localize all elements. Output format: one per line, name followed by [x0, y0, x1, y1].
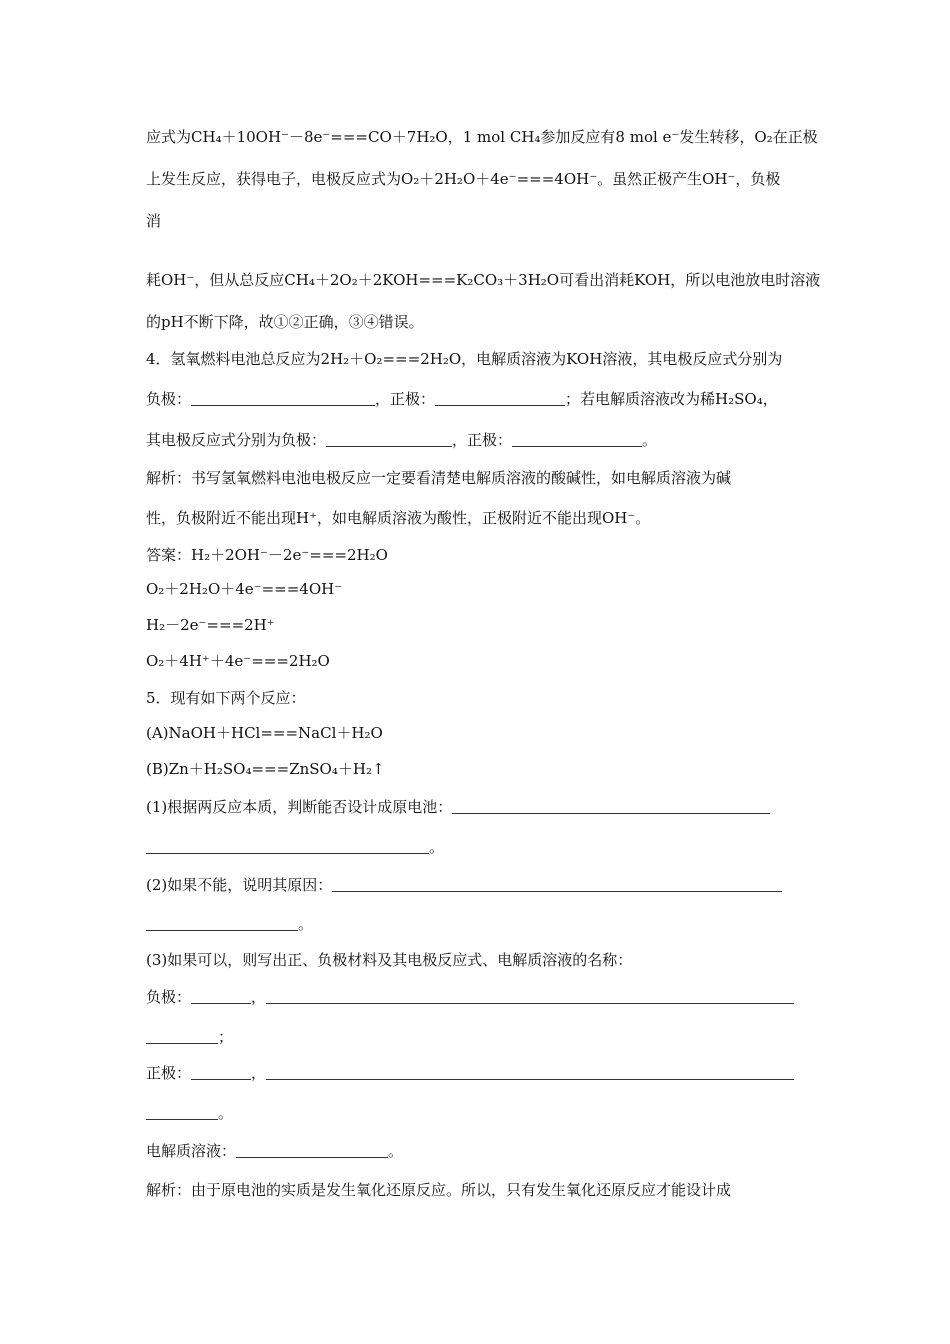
- negative-electrode-continuation: [146, 1027, 233, 1047]
- comma: ，: [251, 1064, 267, 1082]
- analysis-line: 解析：由于原电池的实质是发生氧化还原反应。所以，只有发生氧化还原反应才能设计成: [146, 1181, 732, 1199]
- question-5-title: 5．现有如下两个反应：: [146, 689, 306, 707]
- answer-blank[interactable]: [146, 838, 429, 854]
- answer-blank[interactable]: [236, 1142, 388, 1158]
- part-3-prompt: (3)如果可以，则写出正、负极材料及其电极反应式、电解质溶液的名称：: [146, 951, 633, 969]
- positive-electrode-continuation: [146, 1103, 233, 1123]
- part-1-prompt: (1)根据两反应本质，判断能否设计成原电池：: [146, 798, 453, 816]
- part-2-prompt: (2)如果不能，说明其原因：: [146, 876, 333, 894]
- part-2-line: [146, 875, 782, 895]
- negative-label: 其电极反应式分别为负极：: [146, 431, 327, 449]
- reaction-b: (B)Zn＋H₂SO₄===ZnSO₄＋H₂↑: [146, 760, 385, 778]
- analysis-line: 解析：书写氢氧燃料电池电极反应一定要看清楚电解质溶液的酸碱性，如电解质溶液为碱: [146, 469, 732, 487]
- period: 。: [429, 838, 445, 856]
- paragraph-line: 消: [146, 212, 162, 230]
- paragraph-line: 上发生反应，获得电子，电极反应式为O₂＋2H₂O＋4e⁻===4OH⁻。虽然正极产生OH⁻，负极: [146, 170, 781, 188]
- answer-blank[interactable]: [435, 390, 565, 406]
- question-4-stem: 4．氢氧燃料电池总反应为2H₂＋O₂===2H₂O，电解质溶液为KOH溶液，其电极反应式分别为: [146, 350, 783, 368]
- answer-blank[interactable]: [191, 1064, 251, 1080]
- period: 。: [642, 431, 658, 449]
- paragraph-line: 耗OH⁻，但从总反应CH₄＋2O₂＋2KOH===K₂CO₃＋3H₂O可看出消耗KOH，所以电池放电时溶液: [146, 271, 821, 289]
- part-1-continuation: [146, 837, 444, 857]
- answer-blank[interactable]: [191, 988, 251, 1004]
- answer-blank[interactable]: [146, 1104, 218, 1120]
- period: 。: [388, 1142, 404, 1160]
- answer-blank[interactable]: [332, 876, 782, 892]
- period: 。: [298, 915, 314, 933]
- answer-line: 答案：H₂＋2OH⁻－2e⁻===2H₂O: [146, 546, 388, 564]
- paragraph-line: 的pH不断下降，故①②正确，③④错误。: [146, 313, 424, 331]
- reaction-a: (A)NaOH＋HCl===NaCl＋H₂O: [146, 724, 383, 742]
- negative-electrode-line: [146, 987, 794, 1007]
- part-2-continuation: [146, 914, 313, 934]
- answer-blank[interactable]: [512, 431, 642, 447]
- acid-electrolyte-text: ；若电解质溶液改为稀H₂SO₄，: [565, 390, 778, 408]
- positive-label: ，正极：: [452, 431, 513, 449]
- analysis-line: 性，负极附近不能出现H⁺，如电解质溶液为酸性，正极附近不能出现OH⁻。: [146, 509, 651, 527]
- comma: ，: [251, 988, 267, 1006]
- answer-line: H₂－2e⁻===2H⁺: [146, 616, 275, 634]
- period: 。: [218, 1104, 234, 1122]
- answer-blank[interactable]: [191, 390, 375, 406]
- answer-blank[interactable]: [326, 431, 452, 447]
- semicolon: ；: [218, 1028, 234, 1046]
- part-1-line: [146, 797, 770, 817]
- negative-label: 负极：: [146, 988, 192, 1006]
- positive-label: 正极：: [146, 1064, 192, 1082]
- answer-blank[interactable]: [266, 988, 794, 1004]
- answer-blank[interactable]: [146, 915, 298, 931]
- paragraph-line: 应式为CH₄＋10OH⁻－8e⁻===CO＋7H₂O，1 mol CH₄参加反应有8 mol e⁻发生转移，O₂在正极: [146, 128, 818, 146]
- question-4-fill-line-1: [146, 389, 778, 409]
- answer-line: O₂＋4H⁺＋4e⁻===2H₂O: [146, 652, 330, 670]
- answer-blank[interactable]: [266, 1064, 794, 1080]
- positive-electrode-line: [146, 1063, 794, 1083]
- question-4-fill-line-2: [146, 430, 657, 450]
- electrolyte-label: 电解质溶液：: [146, 1142, 237, 1160]
- answer-blank[interactable]: [146, 1028, 218, 1044]
- negative-label: 负极：: [146, 390, 192, 408]
- electrolyte-line: [146, 1141, 403, 1161]
- positive-label: ，正极：: [375, 390, 436, 408]
- answer-blank[interactable]: [452, 798, 770, 814]
- answer-line: O₂＋2H₂O＋4e⁻===4OH⁻: [146, 580, 343, 598]
